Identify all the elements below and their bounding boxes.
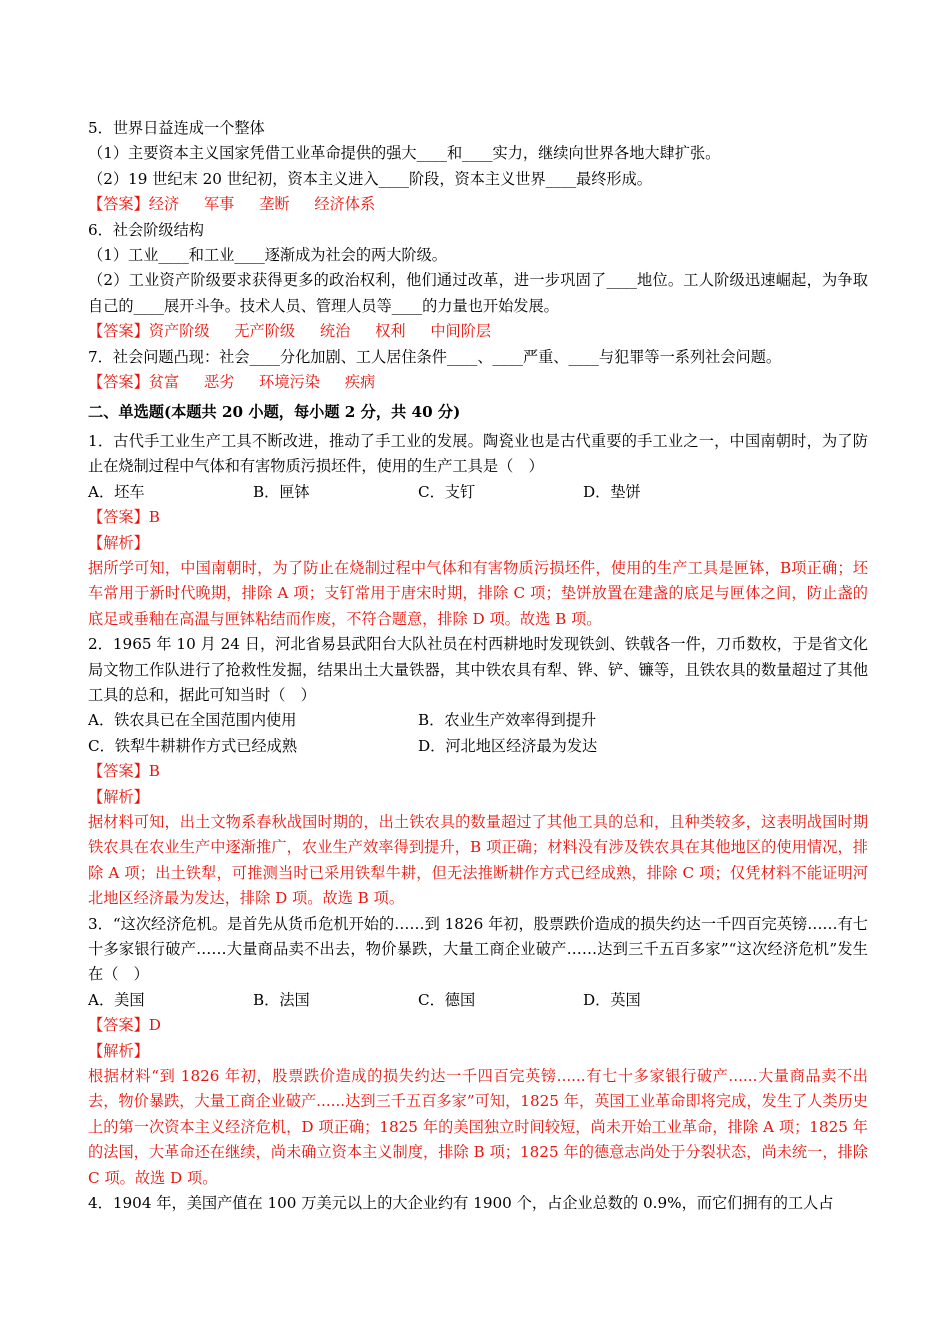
q4-stem: 4．1904 年，美国产值在 100 万美元以上的大企业约有 1900 个，占企业总数的 0.9%，而它们拥有的工人占 [88,1194,834,1213]
q3-option-c: C．德国 [418,990,476,1009]
q2-stem: 2．1965 年 10 月 24 日，河北省易县武阳台大队社员在村西耕地时发现铁剑、铁戟各一件，刀币数枚，于是省文化局文物工作队进行了抢救性发掘，结果出土大量铁器，其中铁农具有犁、铧、铲、镰等，且铁农具的数量超过了其他工具的总和，据此可知当时（ ） [88,635,868,704]
q1-option-c: C．支钉 [418,482,476,501]
q3-option-d: D．英国 [583,990,641,1009]
q1-option-d: D．垫饼 [583,482,641,501]
s7-answer: 【答案】贫富 恶劣 环境污染 疾病 [88,373,376,392]
document-page [88,116,868,1216]
q2-option-d: D．河北地区经济最为发达 [418,736,598,755]
s5-title: 5．世界日益连成一个整体 [88,119,265,137]
q2-option-a: A．铁农具已在全国范围内使用 [88,711,297,730]
q2-options-row2 [88,734,868,759]
q2-answer: 【答案】B [88,762,160,781]
q3-option-a: A．美国 [88,990,145,1009]
q1-analysis: 据所学可知，中国南朝时，为了防止在烧制过程中气体和有害物质污损坯件，使用的生产工具是匣钵，B项正确；坯车常用于新时代晚期，排除 A 项；支钉常用于唐宋时期，排除 C 项；垫饼放置在建盏的底足与匣体之间，防止盏的底足或垂釉在高温与匣钵粘结而作废，不符合题意，排除 D 项。故选 B 项。 [88,558,868,628]
s6-answer: 【答案】资产阶级 无产阶级 统治 权利 中间阶层 [88,322,492,341]
q2-option-b: B．农业生产效率得到提升 [418,711,597,730]
q1-option-a: A．坯车 [88,482,145,501]
q3-analysis-label: 【解析】 [88,1041,149,1060]
q3-option-b: B．法国 [253,990,310,1009]
q2-analysis-label: 【解析】 [88,787,149,806]
section-heading: 二、单选题(本题共 20 小题，每小题 2 分，共 40 分) [88,403,461,422]
s6-line2: （2）工业资产阶级要求获得更多的政治权利，他们通过改革，进一步巩固了____地位。工人阶级迅速崛起，为争取自己的____展开斗争。技术人员、管理人员等____的力量也开始发展。 [88,271,868,315]
q3-stem: 3．“这次经济危机。是首先从货币危机开始的……到 1826 年初，股票跌价造成的损失约达一千四百完英镑……有七十多家银行破产……大量商品卖不出去，物价暴跌，大量工商企业破产……达到三千五百多家”“这次经济危机”发生在（ ） [88,914,868,984]
q3-options [88,988,868,1013]
s7-title: 7．社会问题凸现：社会____分化加剧、工人居住条件____、____严重、____与犯罪等一系列社会问题。 [88,347,782,366]
q1-stem: 1．古代手工业生产工具不断改进，推动了手工业的发展。陶瓷业也是古代重要的手工业之一，中国南朝时，为了防止在烧制过程中气体和有害物质污损坯件，使用的生产工具是（ ） [88,431,868,476]
q1-option-b: B．匣钵 [253,482,310,501]
s5-answer: 【答案】经济 军事 垄断 经济体系 [88,195,376,214]
q3-analysis: 根据材料“到 1826 年初，股票跌价造成的损失约达一千四百完英镑......有七十多家银行破产......大量商品卖不出去，物价暴跌，大量工商企业破产......达到三千五百多家”可知，1825 年，英国工业革命即将完成，发生了人类历史上的第一次资本主义经济危机，D 项正确；1825 年的美国独立时间较短，尚未开始工业革命，排除 A 项；1825 年的法国，大革命还在继续，尚未确立资本主义制度，排除 B 项；1825 年的德意志尚处于分裂状态，尚未统一，排除 C 项。故选 D 项。 [88,1067,868,1187]
q3-answer: 【答案】D [88,1016,161,1035]
q2-analysis: 据材料可知，出土文物系春秋战国时期的，出土铁农具的数量超过了其他工具的总和，且种类较多，这表明战国时期铁农具在农业生产中逐渐推广，农业生产效率得到提升，B 项正确；材料没有涉及铁农具在其他地区的使用情况，排除 A 项；出土铁犁，可推测当时已采用铁犁牛耕，但无法推断耕作方式已经成熟，排除 C 项；仅凭材料不能证明河北地区经济最为发达，排除 D 项。故选 B 项。 [88,812,868,908]
s5-line1: （1）主要资本主义国家凭借工业革命提供的强大____和____实力，继续向世界各地大肆扩张。 [88,144,721,163]
q1-analysis-label: 【解析】 [88,533,149,552]
s5-line2: （2）19 世纪末 20 世纪初，资本主义进入____阶段，资本主义世界____最终形成。 [88,169,652,188]
q1-options [88,480,868,505]
q1-answer: 【答案】B [88,508,160,527]
s6-line1: （1）工业____和工业____逐渐成为社会的两大阶级。 [88,246,447,265]
s6-title: 6．社会阶级结构 [88,220,204,239]
q2-option-c: C．铁犁牛耕耕作方式已经成熟 [88,736,298,755]
q2-options-row1 [88,708,868,733]
